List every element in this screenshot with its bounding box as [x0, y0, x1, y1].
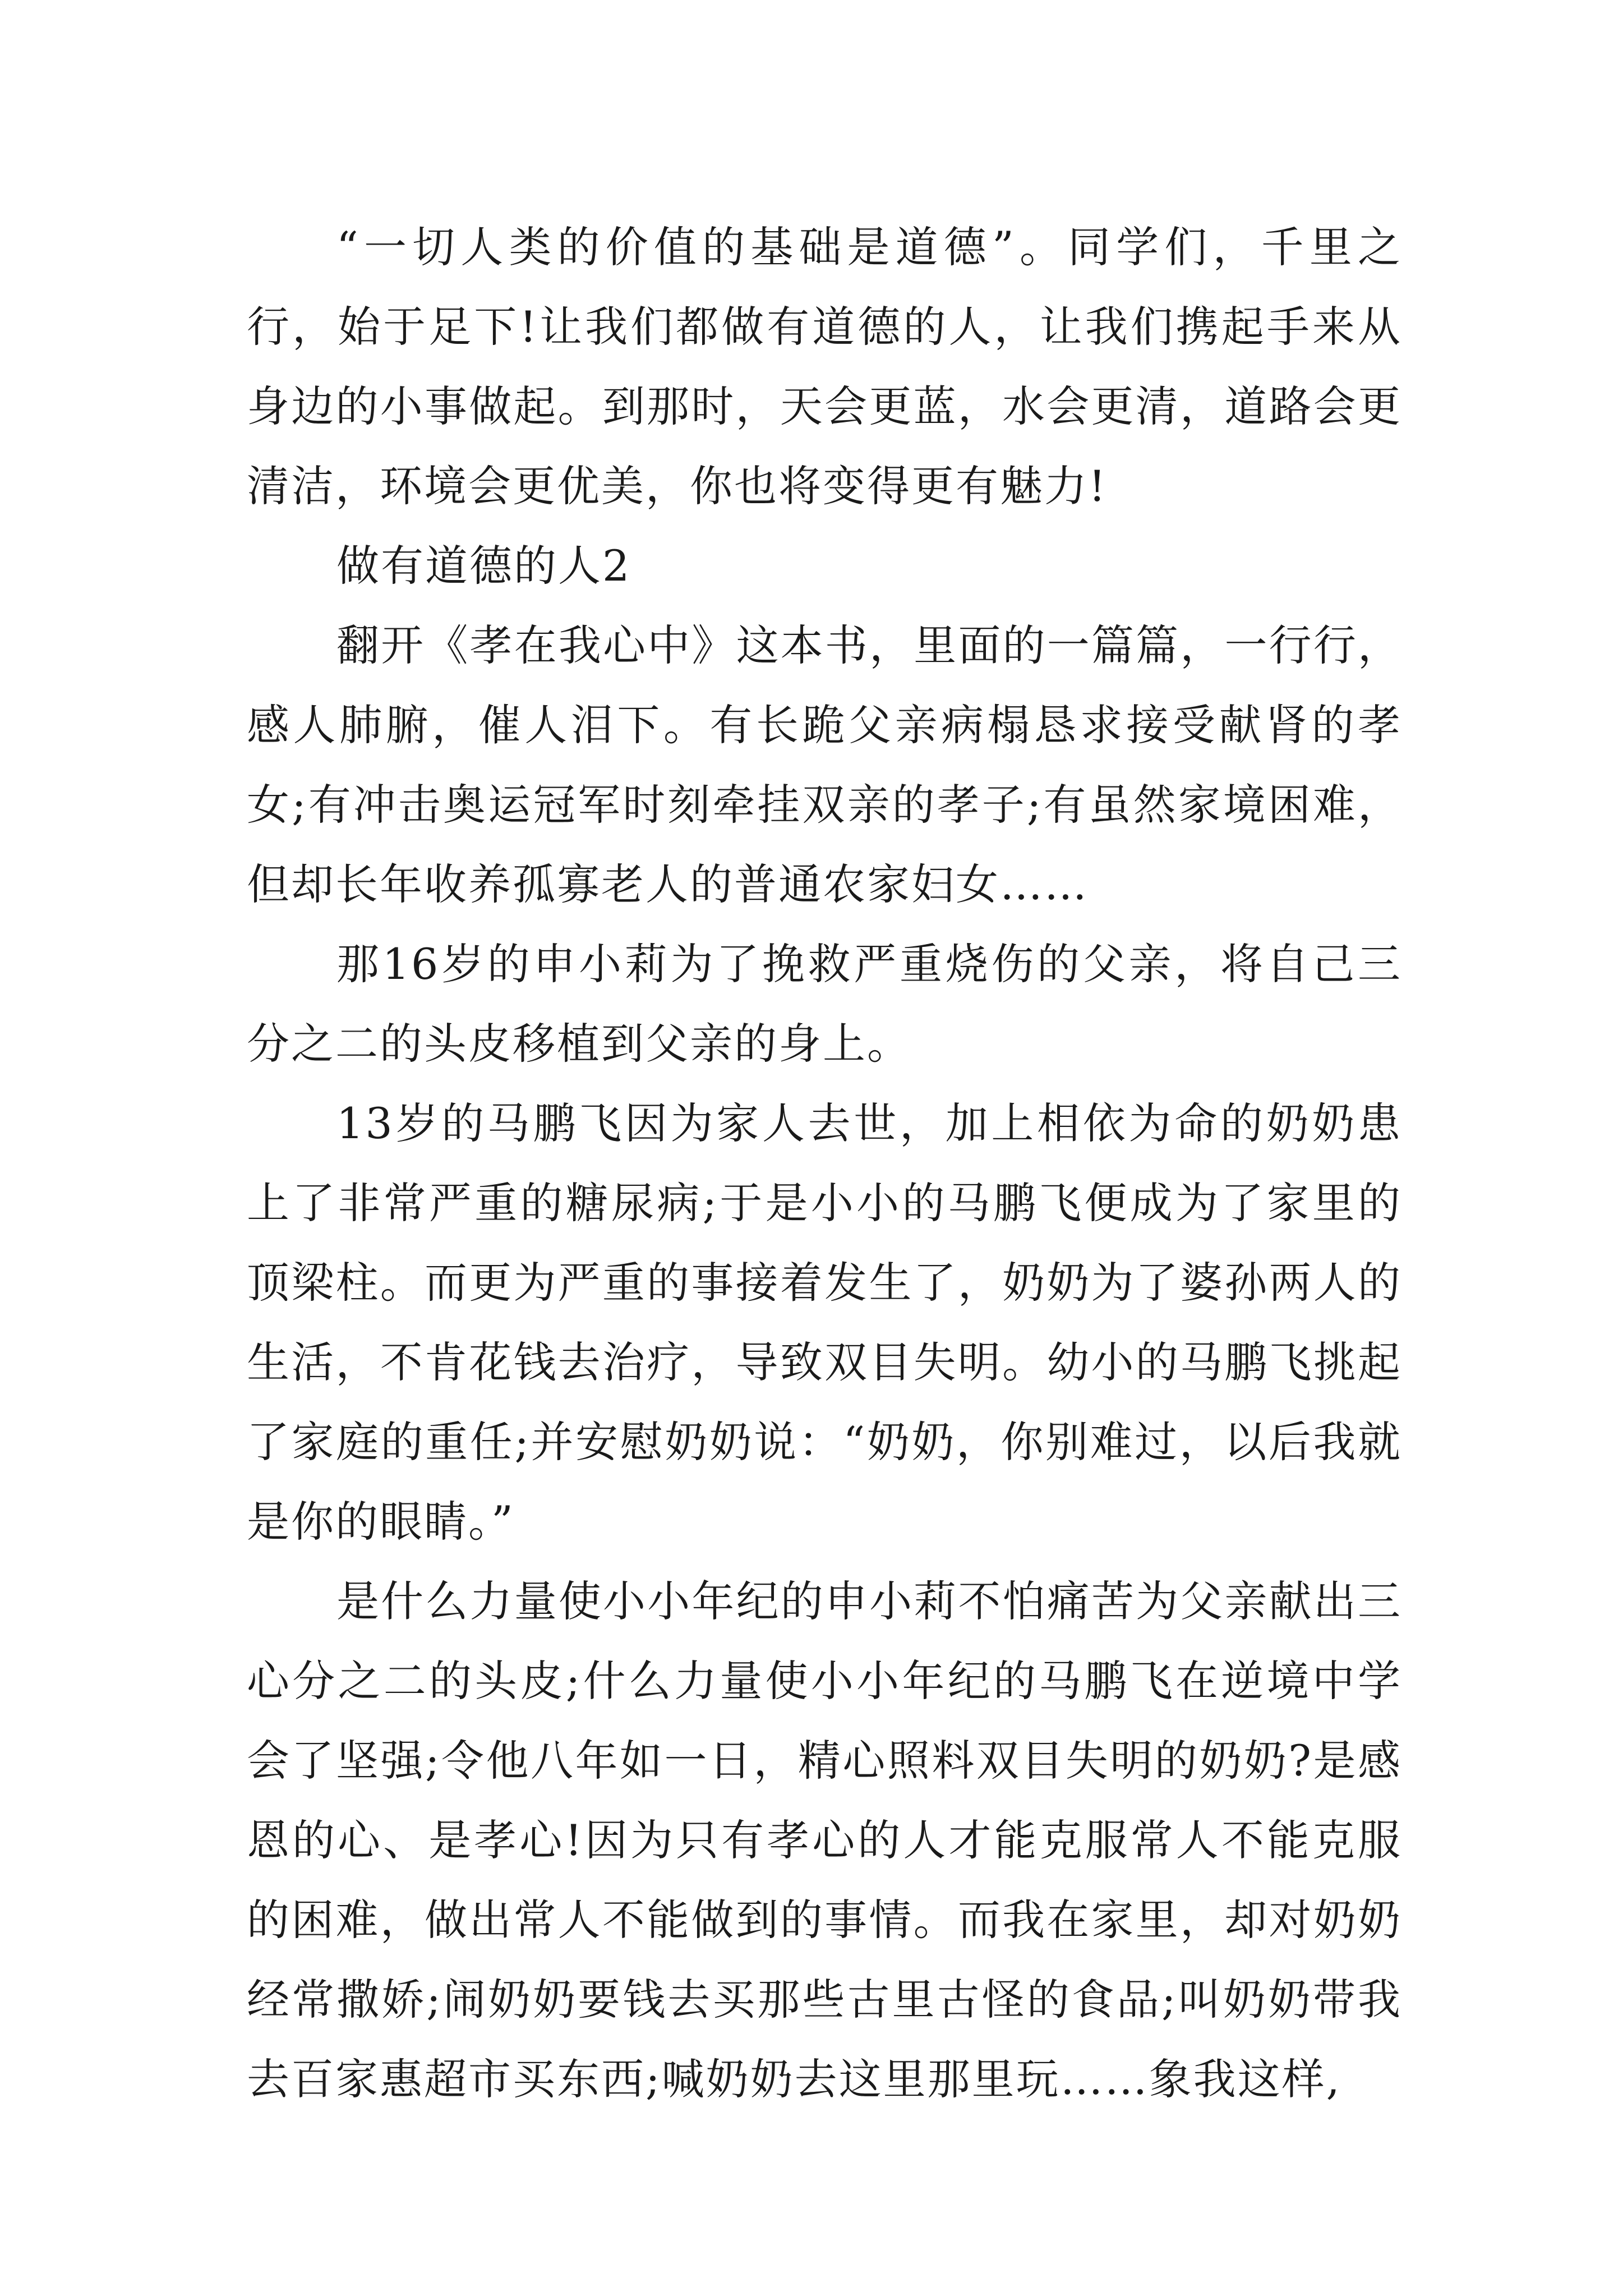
paragraph-book-intro: 翻开《孝在我心中》这本书，里面的一篇篇，一行行，感人肺腑，催人泪下。有长跪父亲病榻恳求接受献肾的孝女;有冲击奥运冠军时刻牵挂双亲的孝子;有虽然家境困难，但却长年收养孤寡老人的普通农家妇女……	[247, 620, 1402, 909]
paragraph-ma-pengfei: 13岁的马鹏飞因为家人去世，加上相依为命的奶奶患上了非常严重的糖尿病;于是小小的马鹏飞便成为了家里的顶梁柱。而更为严重的事接着发生了，奶奶为了婆孙两人的生活，不肯花钱去治疗，导致双目失明。幼小的马鹏飞挑起了家庭的重任;并安慰奶奶说：“奶奶，你别难过，以后我就是你的眼睛。”	[247, 1098, 1402, 1547]
paragraph-shen-xiaoli: 那16岁的申小莉为了挽救严重烧伤的父亲，将自己三分之二的头皮移植到父亲的身上。	[247, 939, 1402, 1069]
paragraph-reflection: 是什么力量使小小年纪的申小莉不怕痛苦为父亲献出三心分之二的头皮;什么力量使小小年纪的马鹏飞在逆境中学会了坚强;令他八年如一日，精心照料双目失明的奶奶?是感恩的心、是孝心!因为只有孝心的人才能克服常人不能克服的困难，做出常人不能做到的事情。而我在家里，却对奶奶经常撒娇;闹奶奶要钱去买那些古里古怪的食品;叫奶奶带我去百家惠超市买东西;喊奶奶去这里那里玩……象我这样,	[247, 1576, 1402, 2104]
paragraph-closing-quote: “一切人类的价值的基础是道德”。同学们，千里之行，始于足下!让我们都做有道德的人，让我们携起手来从身边的小事做起。到那时，天会更蓝，水会更清，道路会更清洁，环境会更优美，你也将变得更有魅力!	[247, 222, 1402, 511]
document-body	[247, 208, 1402, 2119]
section-heading: 做有道德的人2	[336, 541, 631, 591]
